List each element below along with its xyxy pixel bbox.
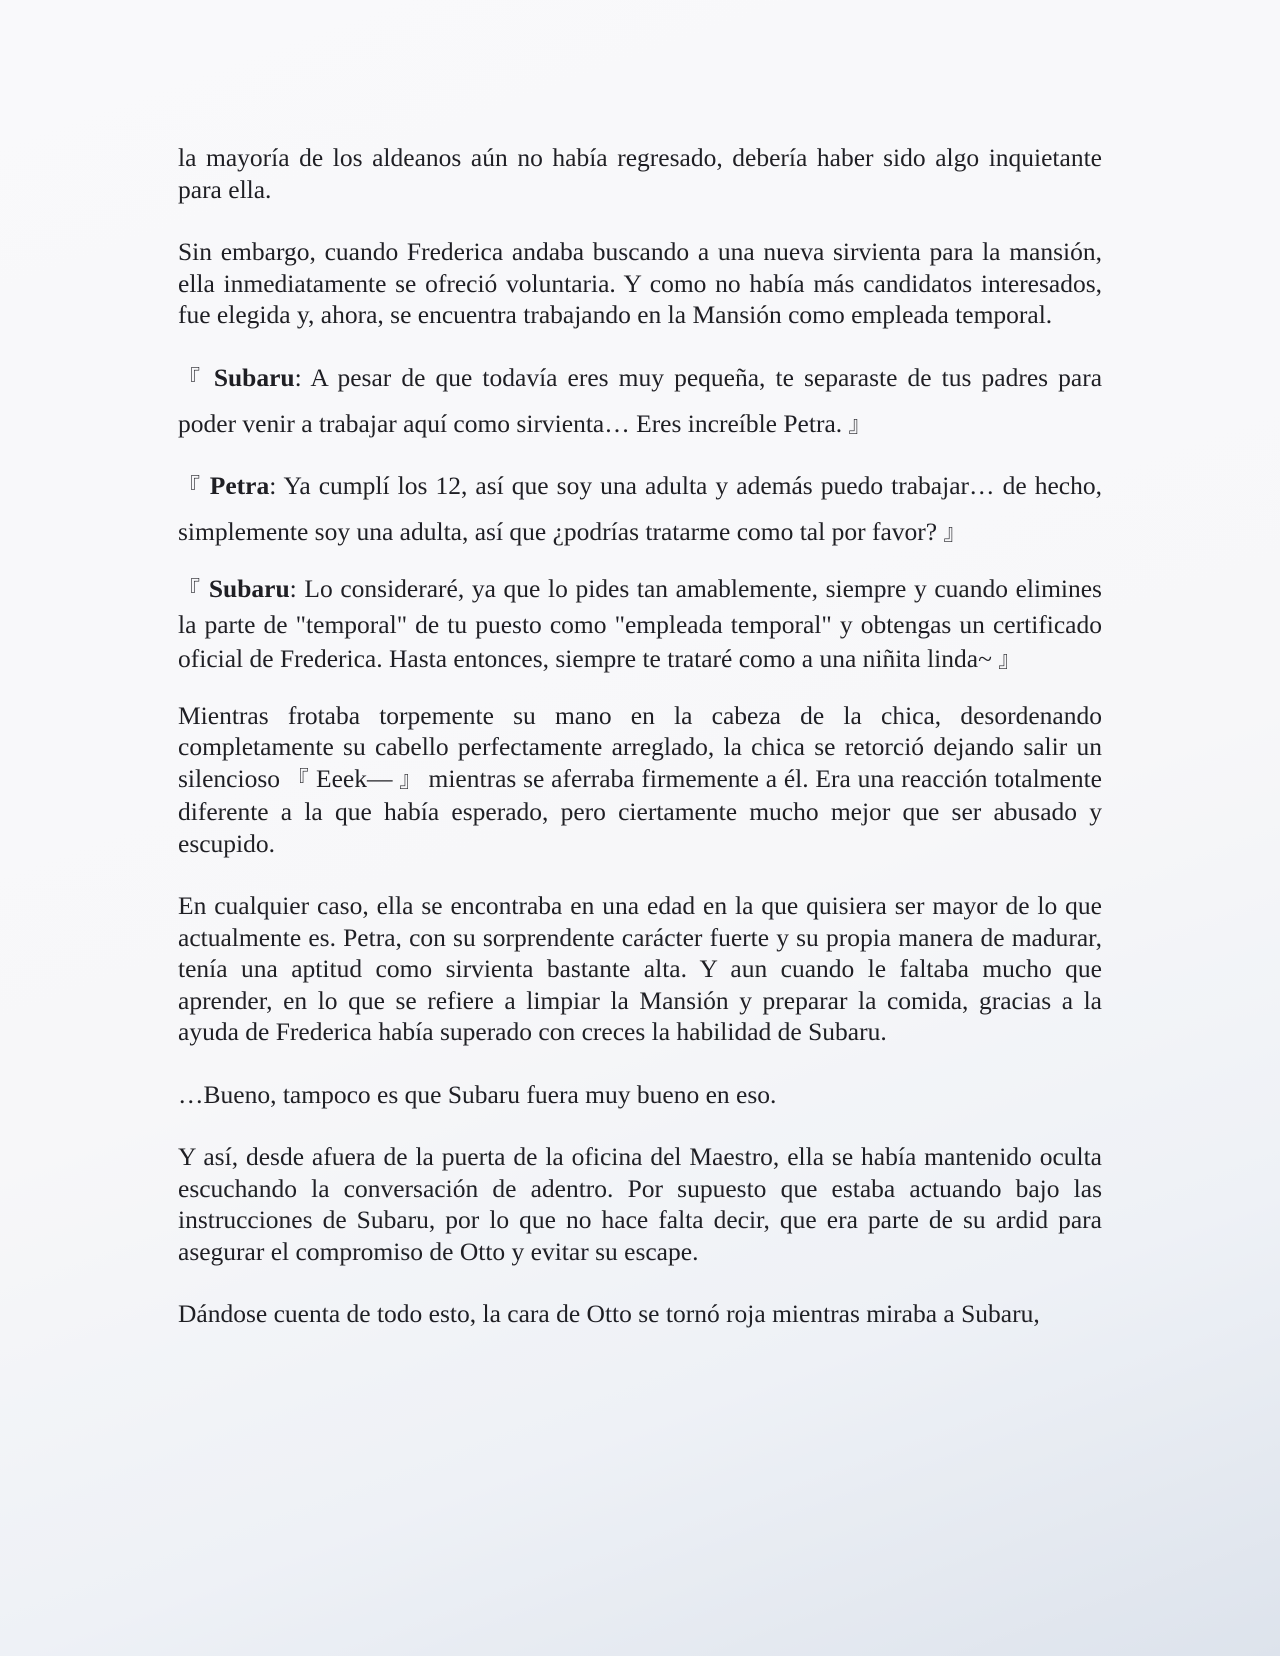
close-bracket: 』 — [399, 767, 422, 793]
paragraph: En cualquier caso, ella se encontraba en una edad en la que quisiera ser mayor de lo que actualmente es. Petra, con su sorprendente carácter fuerte y su propia manera de madurar, tenía una aptitud como sirvienta bastante alta. Y aun cuando le faltaba mucho que aprender, en lo que se refiere a limpiar la Mansión y preparar la comida, gracias a la ayuda de Frederica había superado con creces la habilidad de Subaru. — [178, 891, 1102, 1046]
close-bracket: 』 — [943, 520, 966, 546]
dialogue-line-subaru — [178, 356, 1102, 448]
dialogue-line-petra — [178, 464, 1102, 556]
speaker-name: Subaru — [213, 362, 295, 392]
speaker-separator: : — [269, 470, 277, 500]
open-bracket: 『 — [178, 474, 202, 500]
dialogue-text: A pesar de que todavía eres muy pequeña, te separaste de tus padres para poder venir a trabajar aquí como sirvienta… Eres increíble Petra. — [178, 362, 1103, 438]
close-bracket: 』 — [998, 647, 1021, 673]
speaker-name: Petra — [209, 470, 270, 500]
paragraph: Dándose cuenta de todo esto, la cara de Otto se tornó roja mientras miraba a Subaru, — [178, 1299, 1040, 1328]
dialogue-text: Lo consideraré, ya que lo pides tan amablemente, siempre y cuando elimines la parte de "temporal" de tu puesto como "empleada temporal" y obtengas un certificado oficial de Frederica. Hasta entonces, siempre te trataré como a una niñita linda~ — [178, 573, 1102, 673]
dialogue-text: Ya cumplí los 12, así que soy una adulta y además puedo trabajar… de hecho, simplemente soy una adulta, así que ¿podrías tratarme como tal por favor? — [178, 470, 1102, 546]
dialogue-line-subaru — [178, 572, 1102, 678]
speaker-separator: : — [294, 362, 302, 392]
close-bracket: 』 — [848, 412, 871, 438]
document-page — [178, 142, 1102, 1361]
inline-quote — [287, 764, 422, 793]
paragraph-text: Mientras frotaba torpemente su mano en la cabeza de la chica, desordenando completamente su cabello perfectamente arreglado, la chica se retorció dejando salir un silencioso — [178, 700, 1102, 793]
paragraph: Sin embargo, cuando Frederica andaba buscando a una nueva sirvienta para la mansión, ella inmediatamente se ofreció voluntaria. Y como no había más candidatos interesados, fue elegida y, ahora, se encuentra trabajando en la Mansión como empleada temporal. — [178, 237, 1102, 329]
inline-quote-text: Eeek— — [316, 763, 393, 793]
open-bracket: 『 — [178, 366, 204, 392]
open-bracket: 『 — [178, 577, 202, 603]
speaker-separator: : — [289, 573, 297, 603]
paragraph: …Bueno, tampoco es que Subaru fuera muy bueno en eso. — [178, 1079, 777, 1109]
paragraph-text: mientras se aferraba firmemente a él. Era una reacción totalmente diferente a la que había esperado, pero ciertamente mucho mejor que ser abusado y escupido. — [178, 763, 1102, 858]
paragraph: Y así, desde afuera de la puerta de la oficina del Maestro, ella se había mantenido oculta escuchando la conversación de adentro. Por supuesto que estaba actuando bajo las instrucciones de Subaru, por lo que no hace falta decir, que era parte de su ardid para asegurar el compromiso de Otto y evitar su escape. — [178, 1142, 1102, 1266]
speaker-name: Subaru — [208, 573, 290, 603]
paragraph — [178, 700, 1102, 860]
paragraph: la mayoría de los aldeanos aún no había regresado, debería haber sido algo inquietante para ella. — [178, 143, 1102, 204]
open-bracket: 『 — [286, 767, 310, 793]
